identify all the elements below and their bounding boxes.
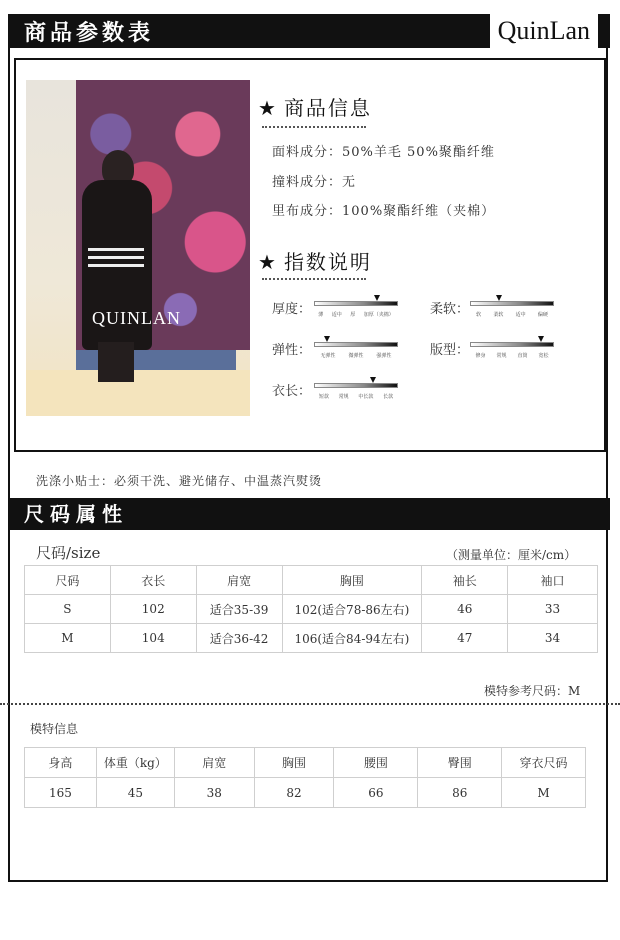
scale-tick-label: 短款: [318, 394, 329, 400]
scale-tick-label: 中长款: [358, 394, 374, 400]
floor: [26, 370, 250, 416]
table-cell: 适合36-42: [196, 624, 282, 653]
scale-tick-label: 适中: [515, 312, 526, 318]
table-row: [25, 778, 586, 808]
table-header-cell: 肩宽: [196, 566, 282, 595]
table-header-cell: 胸围: [282, 566, 422, 595]
length-scale: [314, 380, 398, 392]
coat-stripe: [88, 248, 144, 251]
table-cell: 33: [508, 595, 598, 624]
length-label: 衣长：: [272, 384, 312, 399]
table-header-cell: 身高: [25, 748, 97, 778]
table-header-row: [25, 566, 598, 595]
table-header-cell: 穿衣尺码: [502, 748, 586, 778]
lining-spec: 里布成分：100%聚酯纤维（夹棉）: [272, 204, 496, 219]
lining-fabric-spec: 撞料成分：无: [272, 175, 357, 190]
scale-tick-label: 厚: [350, 312, 356, 318]
table-row: [25, 595, 598, 624]
table-header-cell: 尺码: [25, 566, 111, 595]
table-header-cell: 臀围: [418, 748, 502, 778]
elasticity-scale: [314, 339, 398, 351]
scale-tick-label: 薄: [318, 312, 324, 318]
table-cell: 34: [508, 624, 598, 653]
scale-tick-label: 强弹性: [376, 353, 392, 359]
scale-tick-label: 宽松: [538, 353, 549, 359]
table-cell: 165: [25, 778, 97, 808]
coat-stripe: [88, 256, 144, 259]
fit-scale: [470, 339, 554, 351]
table-header-cell: 胸围: [254, 748, 334, 778]
table-cell: 38: [174, 778, 254, 808]
model-reference-size: 模特参考尺码：M: [484, 684, 581, 698]
table-header-cell: 袖口: [508, 566, 598, 595]
table-header-cell: 袖长: [422, 566, 508, 595]
softness-ticks: [470, 311, 554, 318]
coat-stripe: [88, 264, 144, 267]
scale-tick-label: 加厚（夹棉）: [363, 312, 394, 318]
model-info-title: 模特信息: [30, 722, 79, 736]
index-heading-text: 指数说明: [283, 250, 372, 274]
page-title: 商品参数表: [24, 19, 155, 46]
table-cell: 102: [110, 595, 196, 624]
table-row: [25, 624, 598, 653]
header-bar: [8, 14, 610, 48]
scale-tick-label: 长款: [383, 394, 394, 400]
scale-marker: [538, 336, 544, 342]
elasticity-ticks: [314, 352, 398, 359]
softness-scale: [470, 298, 554, 310]
fit-label: 版型：: [430, 343, 470, 358]
scale-tick-label: 微弹性: [348, 353, 364, 359]
size-subtitle: 尺码/size: [36, 544, 101, 562]
table-cell: 102(适合78-86左右): [282, 595, 422, 624]
scale-bar: [314, 301, 398, 306]
star-icon: ★: [258, 250, 278, 274]
scale-tick-label: 直筒: [517, 353, 528, 359]
softness-label: 柔软：: [430, 302, 470, 317]
thickness-ticks: [314, 311, 398, 318]
length-ticks: [314, 393, 398, 400]
product-info-heading-text: 商品信息: [283, 96, 372, 120]
star-icon: ★: [258, 96, 278, 120]
scale-tick-label: 适中: [331, 312, 342, 318]
person-legs: [98, 342, 134, 382]
dotted-separator: [0, 703, 620, 705]
model-table: [24, 747, 586, 808]
index-heading: [258, 246, 372, 275]
scale-bar: [470, 301, 554, 306]
scale-marker: [370, 377, 376, 383]
size-section-bar: [8, 498, 610, 530]
fit-ticks: [470, 352, 554, 359]
scale-bar: [470, 342, 554, 347]
fabric-spec: 面料成分：50%羊毛 50%聚酯纤维: [272, 145, 495, 160]
scale-bar: [314, 342, 398, 347]
scale-tick-label: 常规: [338, 394, 349, 400]
product-info-heading: [258, 92, 372, 121]
model-photo: [26, 80, 250, 416]
table-cell: 86: [418, 778, 502, 808]
table-cell: M: [25, 624, 111, 653]
table-cell: 45: [96, 778, 174, 808]
scale-marker: [496, 295, 502, 301]
scale-marker: [374, 295, 380, 301]
table-header-cell: 肩宽: [174, 748, 254, 778]
table-header-cell: 体重（kg）: [96, 748, 174, 778]
thickness-scale: [314, 298, 398, 310]
scale-tick-label: 柔软: [493, 312, 504, 318]
table-cell: 106(适合84-94左右): [282, 624, 422, 653]
table-cell: 适合35-39: [196, 595, 282, 624]
table-cell: 46: [422, 595, 508, 624]
table-cell: 104: [110, 624, 196, 653]
scale-tick-label: 无弹性: [320, 353, 336, 359]
scale-tick-label: 偏硬: [537, 312, 548, 318]
unit-note: （测量单位：厘米/cm）: [446, 548, 577, 562]
dotted-divider: [262, 126, 366, 128]
scale-marker: [324, 336, 330, 342]
table-header-cell: 衣长: [110, 566, 196, 595]
table-cell: 47: [422, 624, 508, 653]
scale-bar: [314, 383, 398, 388]
elasticity-label: 弹性：: [272, 343, 312, 358]
table-cell: S: [25, 595, 111, 624]
care-tip: 洗涤小贴士：必须干洗、避光储存、中温蒸汽熨烫: [36, 474, 323, 488]
table-cell: 66: [334, 778, 418, 808]
scale-tick-label: 常规: [496, 353, 507, 359]
table-header-cell: 腰围: [334, 748, 418, 778]
dotted-divider: [262, 278, 366, 280]
table-header-row: [25, 748, 586, 778]
table-cell: M: [502, 778, 586, 808]
size-section-title: 尺码属性: [24, 502, 128, 526]
table-cell: 82: [254, 778, 334, 808]
size-table: [24, 565, 598, 653]
scale-tick-label: 软: [476, 312, 482, 318]
thickness-label: 厚度：: [272, 302, 312, 317]
brand-logo: QuinLan: [490, 14, 598, 48]
photo-watermark: QUINLAN: [92, 308, 181, 328]
scale-tick-label: 修身: [475, 353, 486, 359]
